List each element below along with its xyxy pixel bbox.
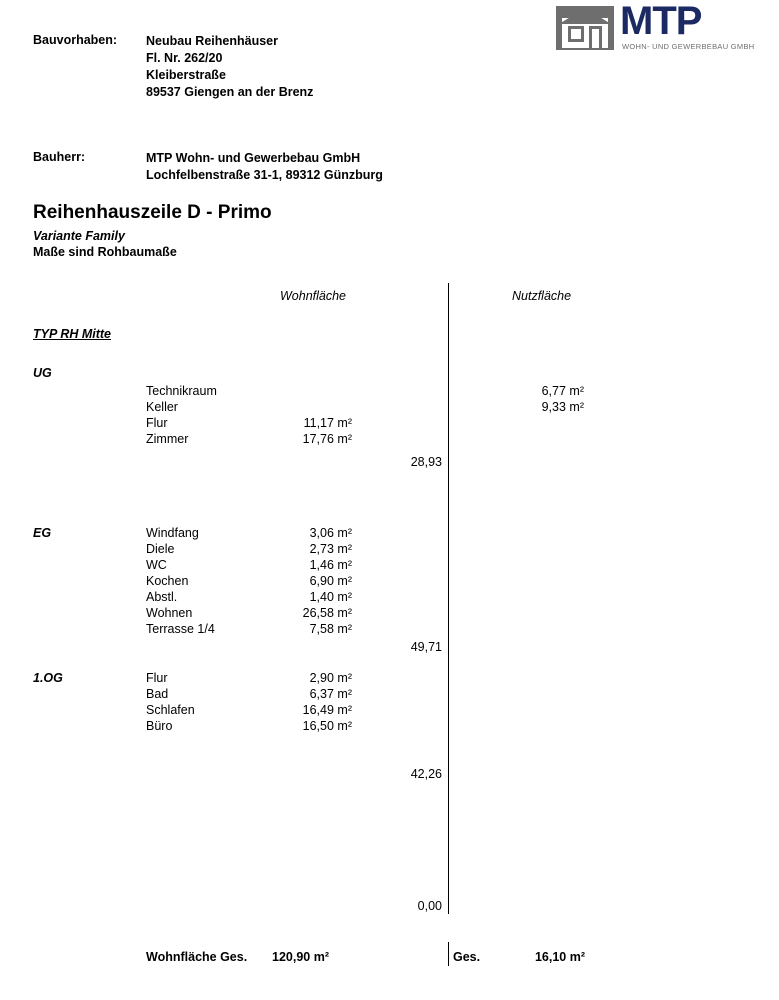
room-wohnflaeche: 16,49 m² — [302, 703, 352, 717]
level-label-ug: UG — [33, 366, 52, 380]
room-nutzflaeche: 9,33 m² — [541, 400, 584, 414]
room-name: Zimmer — [146, 432, 189, 446]
room-name: Flur — [146, 671, 168, 685]
logo-brand-text: MTP — [620, 0, 702, 43]
page-title: Reihenhauszeile D - Primo — [33, 202, 272, 223]
column-header-nutzflaeche: Nutzfläche — [512, 289, 572, 303]
client-address: MTP Wohn- und Gewerbebau GmbH Lochfelbenstraße 31-1, 89312 Günzburg — [146, 151, 383, 182]
room-name: Büro — [146, 719, 173, 733]
room-name: Schlafen — [146, 703, 195, 717]
room-name: Kochen — [146, 574, 189, 588]
room-wohnflaeche: 6,37 m² — [309, 687, 352, 701]
client-label: Bauherr: — [33, 150, 86, 164]
project-label: Bauvorhaben: — [33, 33, 118, 47]
room-wohnflaeche: 17,76 m² — [302, 432, 352, 446]
total-living-label: Wohnfläche Ges. — [146, 950, 248, 964]
total-living-value: 120,90 m² — [272, 950, 329, 964]
project-address: Neubau Reihenhäuser Fl. Nr. 262/20 Kleiberstraße 89537 Giengen an der Brenz — [146, 34, 314, 99]
total-usable-label: Ges. — [453, 950, 481, 964]
room-wohnflaeche: 2,90 m² — [309, 671, 352, 685]
house-logo-icon — [556, 6, 614, 50]
level-subtotal-1og: 42,26 — [410, 767, 442, 781]
room-name: Wohnen — [146, 606, 193, 620]
room-wohnflaeche: 26,58 m² — [302, 606, 352, 620]
room-wohnflaeche: 1,46 m² — [309, 558, 352, 572]
room-name: Terrasse 1/4 — [146, 622, 215, 636]
column-header-wohnflaeche: Wohnfläche — [280, 289, 347, 303]
room-name: Bad — [146, 687, 169, 701]
level-subtotal-extra: 0,00 — [417, 899, 442, 913]
room-name: WC — [146, 558, 167, 572]
variant-label: Variante Family — [33, 229, 125, 243]
total-usable-value: 16,10 m² — [534, 950, 585, 964]
company-logo — [556, 0, 776, 56]
room-name: Technikraum — [146, 384, 217, 398]
level-subtotal-ug: 28,93 — [410, 455, 442, 469]
room-wohnflaeche: 1,40 m² — [309, 590, 352, 604]
logo-tagline: WOHN- UND GEWERBEBAU GMBH — [622, 42, 755, 51]
room-wohnflaeche: 3,06 m² — [309, 526, 352, 540]
level-subtotal-eg: 49,71 — [410, 640, 442, 654]
room-wohnflaeche: 16,50 m² — [302, 719, 352, 733]
totals-divider — [448, 942, 449, 966]
room-wohnflaeche: 7,58 m² — [309, 622, 352, 636]
room-name: Flur — [146, 416, 168, 430]
room-nutzflaeche: 6,77 m² — [541, 384, 584, 398]
room-wohnflaeche: 11,17 m² — [303, 416, 352, 430]
room-wohnflaeche: 2,73 m² — [309, 542, 352, 556]
room-name: Diele — [146, 542, 175, 556]
level-label-eg: EG — [33, 526, 52, 540]
level-label-1og: 1.OG — [33, 671, 63, 685]
room-name: Keller — [146, 400, 178, 414]
room-wohnflaeche: 6,90 m² — [309, 574, 352, 588]
room-name: Abstl. — [146, 590, 178, 604]
measurement-note: Maße sind Rohbaumaße — [33, 245, 177, 259]
type-heading: TYP RH Mitte — [33, 327, 112, 341]
room-name: Windfang — [146, 526, 199, 540]
column-divider — [448, 283, 449, 914]
